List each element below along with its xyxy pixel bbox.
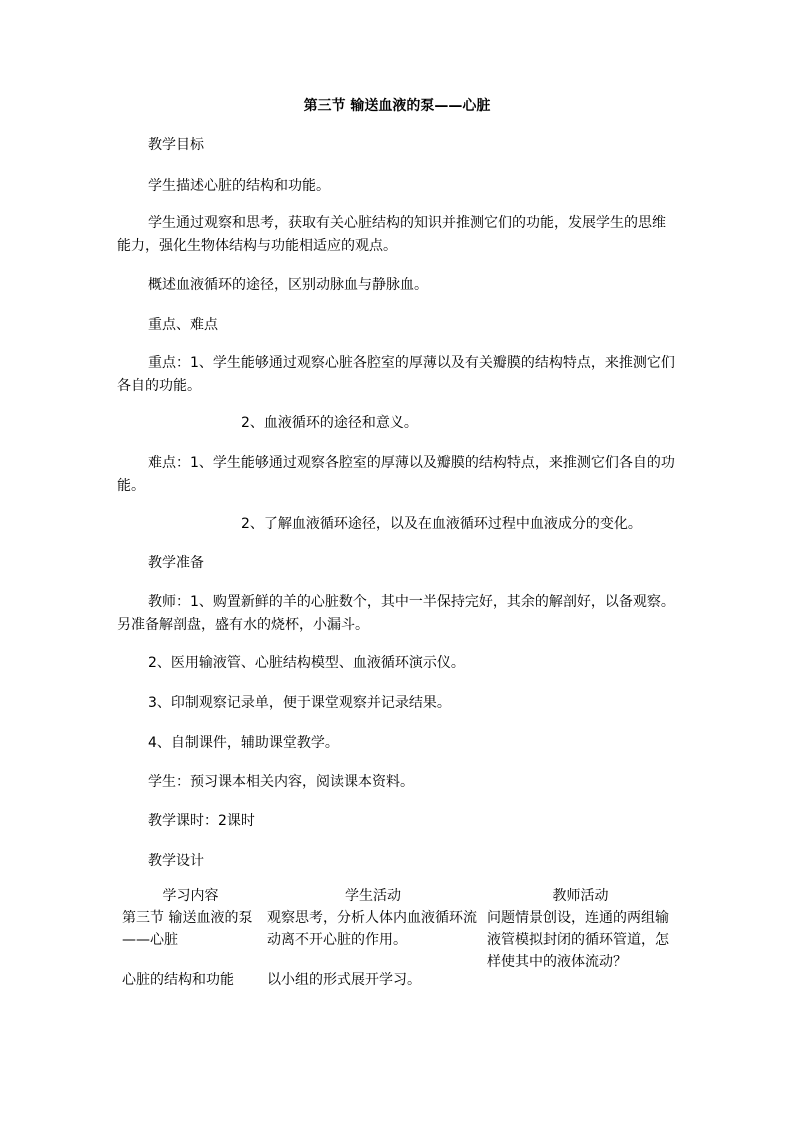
table-cell-student: 以小组的形式展开学习。	[267, 972, 421, 988]
table-header-student-activity: 学生活动	[345, 888, 401, 904]
key-point-paragraph-2: 2、血液循环的途径和意义。	[241, 415, 418, 431]
section-heading-design: 教学设计	[148, 853, 204, 869]
preparation-item-2: 2、医用输液管、心脏结构模型、血液循环演示仪。	[148, 655, 465, 671]
preparation-item-4: 4、自制课件，辅助课堂教学。	[148, 735, 339, 751]
goal-paragraph-1: 学生描述心脏的结构和功能。	[148, 178, 330, 194]
table-cell-content: 心脏的结构和功能	[122, 972, 234, 988]
teaching-design-table	[118, 885, 678, 991]
preparation-student-paragraph: 学生：预习课本相关内容，阅读课本资料。	[148, 774, 414, 790]
difficulty-paragraph-2: 2、了解血液循环途径，以及在血液循环过程中血液成分的变化。	[241, 516, 642, 532]
table-header-teacher-activity: 教师活动	[552, 888, 609, 904]
goal-paragraph-2: 学生通过观察和思考，获取有关心脏结构的知识并推测它们的功能，发展学生的思维能力，强化生物体结构与功能相适应的观点。	[117, 215, 666, 254]
section-heading-goals: 教学目标	[148, 137, 204, 153]
table-cell-teacher: 问题情景创设，连通的两组输液管模拟封闭的循环管道，怎样使其中的液体流动？	[487, 910, 669, 970]
table-row	[118, 907, 678, 951]
difficulty-paragraph-1: 难点：1、学生能够通过观察各腔室的厚薄以及瓣膜的结构特点，来推测它们各自的功能。	[117, 455, 675, 494]
document-title: 第三节 输送血液的泵——心脏	[303, 98, 491, 114]
section-heading-key-points: 重点、难点	[148, 317, 218, 333]
section-heading-preparation: 教学准备	[148, 555, 204, 571]
preparation-teacher-paragraph: 教师：1、购置新鲜的羊的心脏数个，其中一半保持完好，其余的解剖好，以备观察。另准备解剖盘，盛有水的烧杯，小漏斗。	[117, 594, 675, 633]
table-cell-student: 观察思考，分析人体内血液循环流动离不开心脏的作用。	[267, 910, 477, 948]
table-header-row	[118, 885, 678, 907]
goal-paragraph-3: 概述血液循环的途径，区别动脉血与静脉血。	[148, 277, 428, 293]
table-cell-content: 第三节 输送血液的泵——心脏	[122, 910, 253, 948]
preparation-item-3: 3、印制观察记录单，便于课堂观察并记录结果。	[148, 695, 451, 711]
lesson-hours: 教学课时：2课时	[148, 813, 255, 829]
table-header-content: 学习内容	[162, 888, 219, 904]
key-point-paragraph-1: 重点：1、学生能够通过观察心脏各腔室的厚薄以及有关瓣膜的结构特点，来推测它们各自的功能。	[117, 355, 675, 394]
